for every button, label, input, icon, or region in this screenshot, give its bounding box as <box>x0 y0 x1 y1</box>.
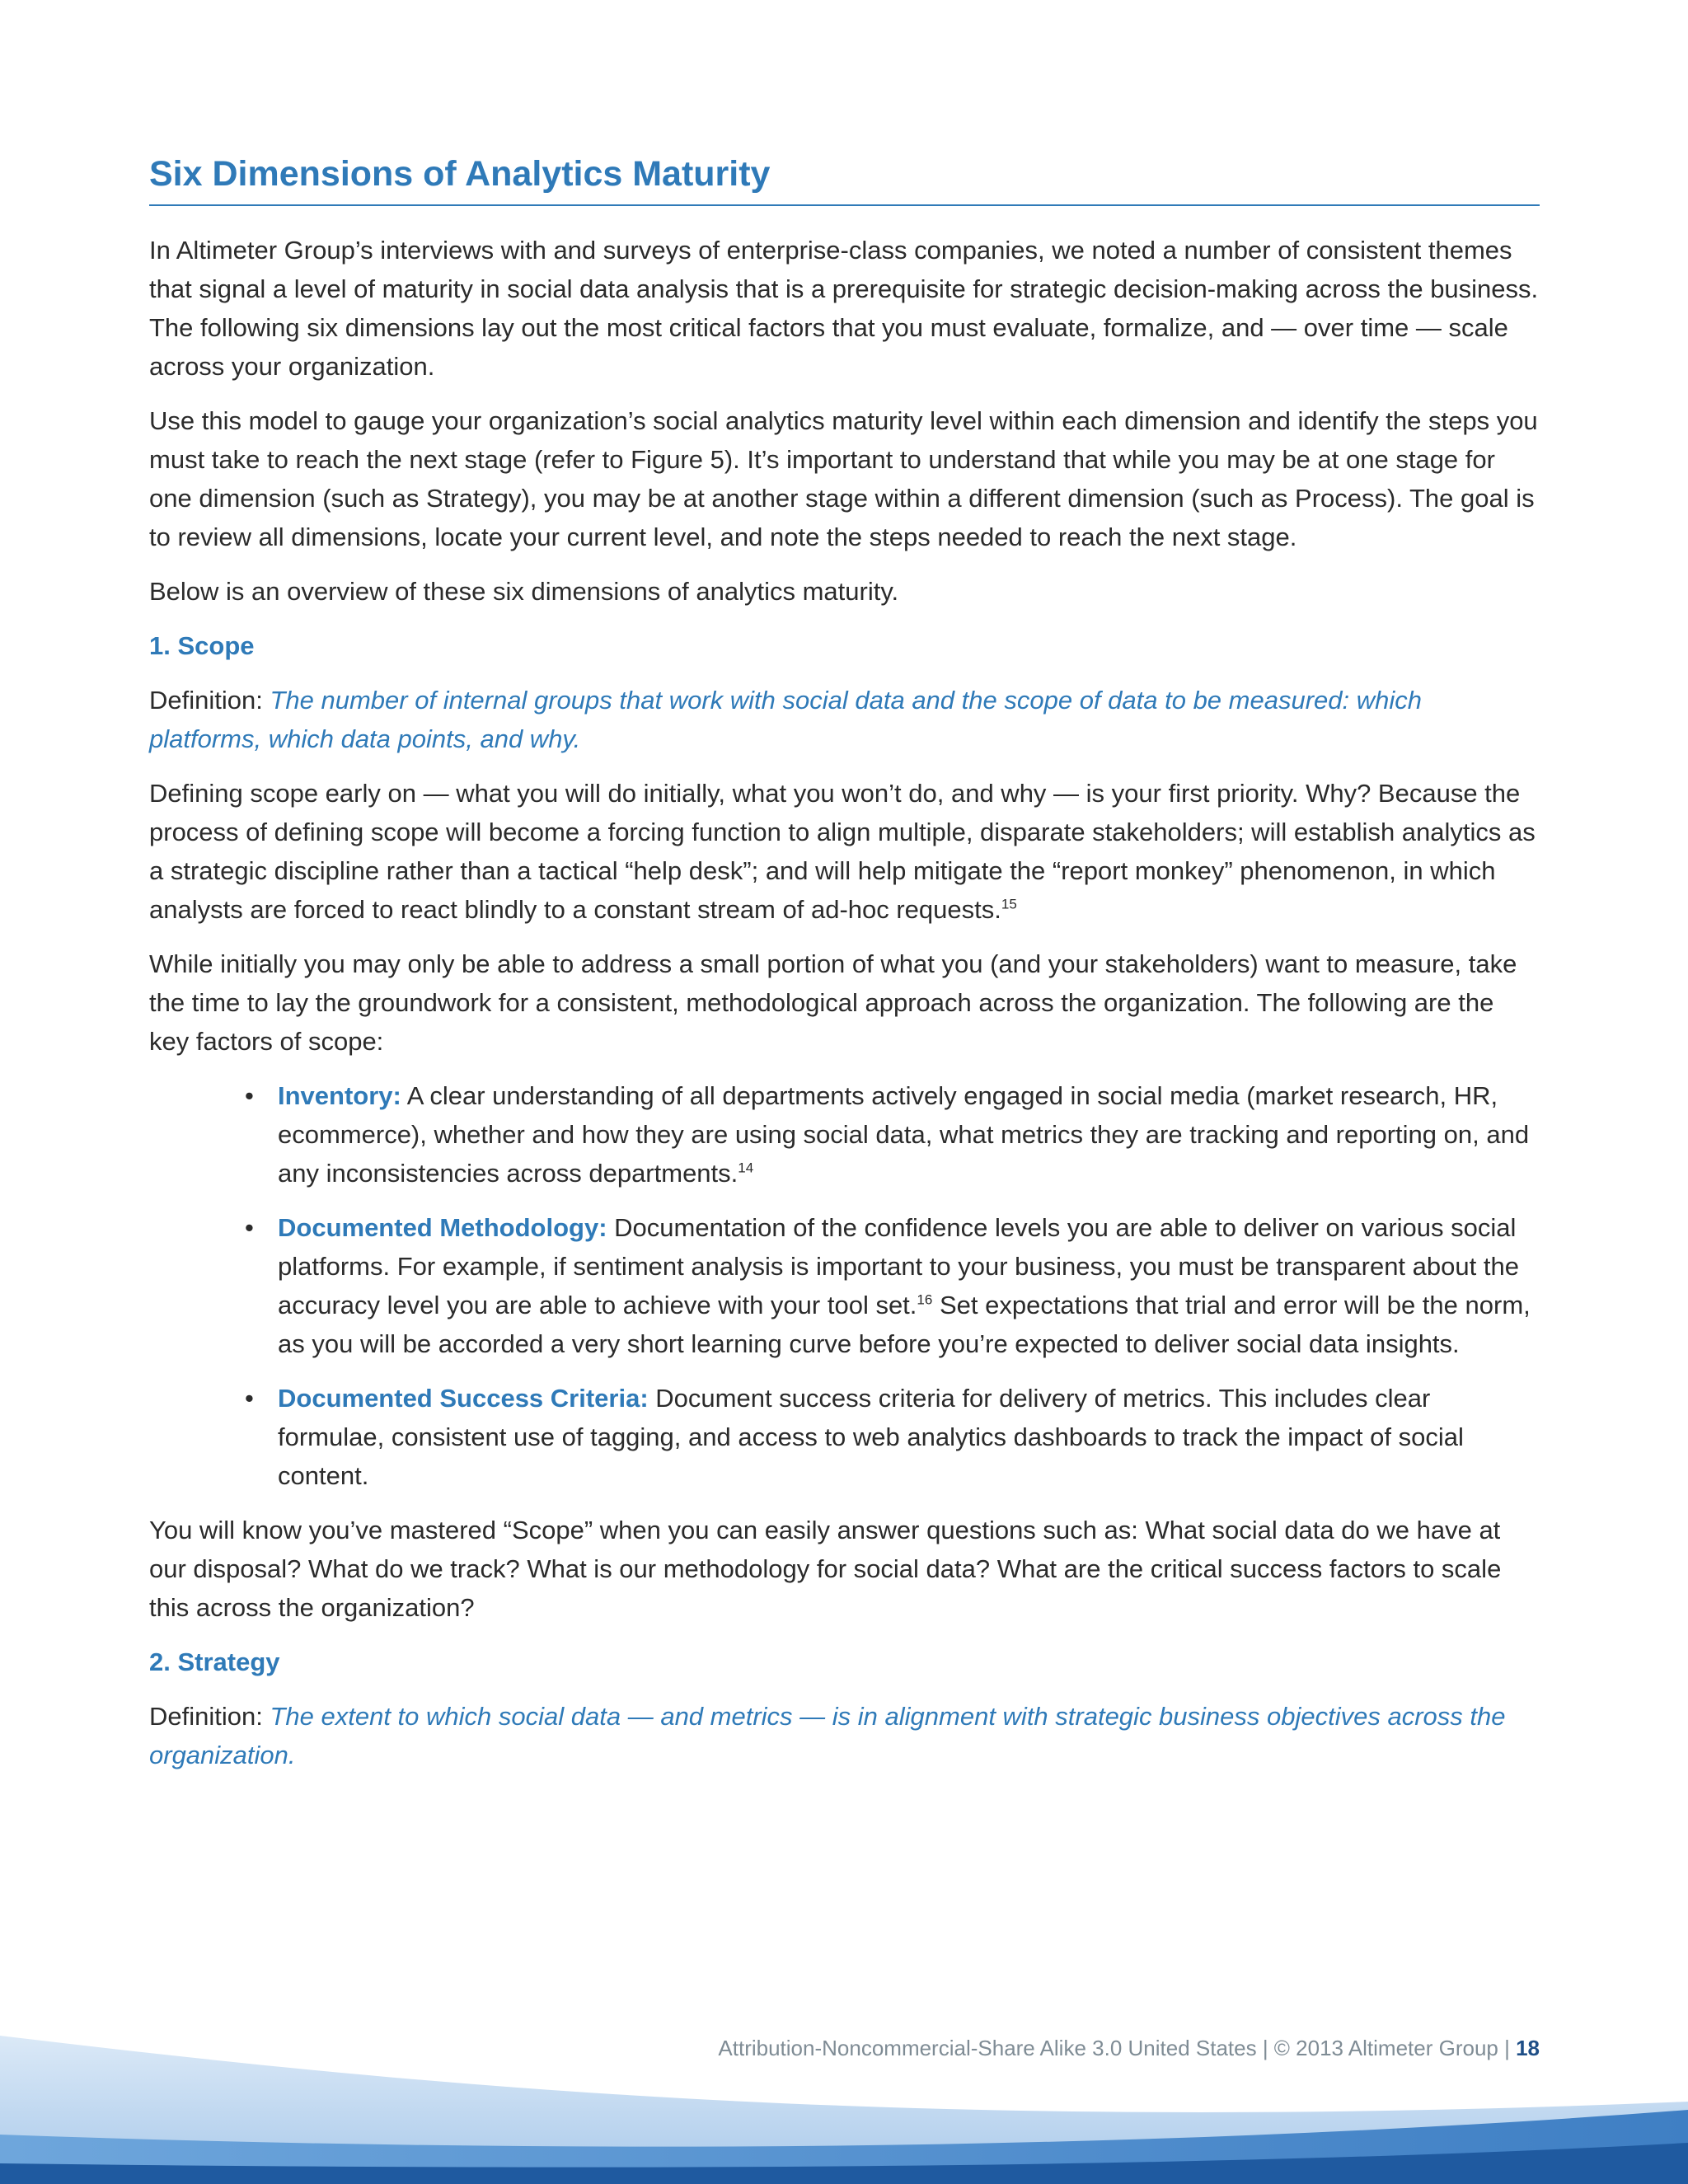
factor-term: Inventory: <box>278 1081 401 1110</box>
factor-text-after: Set expectations that trial and error will be the norm, as you will be accorded a very short learning curve before you’re expected to deliver social data insights. <box>278 1291 1531 1358</box>
footnote-ref: 15 <box>1001 896 1017 912</box>
footnote-ref: 14 <box>738 1160 754 1176</box>
bullet-icon: • <box>245 1384 254 1413</box>
strategy-definition-text: The extent to which social data — and metrics — is in alignment with strategic business objectives across the organization. <box>149 1702 1506 1769</box>
strategy-definition <box>149 1697 1540 1774</box>
page-title: Six Dimensions of Analytics Maturity <box>149 150 1540 206</box>
intro-paragraph-3: Below is an overview of these six dimensions of analytics maturity. <box>149 577 899 606</box>
factor-term: Documented Methodology: <box>278 1213 607 1242</box>
list-item <box>149 1076 1540 1193</box>
factor-text: Documentation of the confidence levels you are able to deliver on various social platforms. For example, if sentiment analysis is important to your business, you must be transparent about the accuracy level you are able to achieve with your tool set. <box>278 1213 1519 1319</box>
factor-text: Document success criteria for delivery of metrics. This includes clear formulae, consistent use of tagging, and access to web analytics dashboards to track the impact of social content. <box>278 1384 1464 1490</box>
definition-label: Definition: <box>149 686 270 715</box>
footer <box>718 2034 1540 2062</box>
footer-license-text: Attribution-Noncommercial-Share Alike 3.0 United States | © 2013 Altimeter Group | <box>718 2036 1517 2060</box>
page-content <box>149 150 1540 1774</box>
section-heading-scope: 1. Scope <box>149 631 255 660</box>
scope-paragraph-1 <box>149 774 1540 929</box>
bullet-icon: • <box>245 1081 254 1110</box>
factor-text: A clear understanding of all departments actively engaged in social media (market research, HR, ecommerce), whether and how they are using social data, what metrics they are tracking and reporting on, and any inconsistencies across departments. <box>278 1081 1530 1188</box>
section-heading-strategy: 2. Strategy <box>149 1647 280 1676</box>
footnote-ref: 16 <box>917 1291 933 1308</box>
page-number: 18 <box>1516 2036 1540 2060</box>
scope-factors-list <box>149 1076 1540 1495</box>
intro-paragraph-2: Use this model to gauge your organization’s social analytics maturity level within each dimension and identify the steps you must take to reach the next stage (refer to Figure 5). It’s important to understand that while you may be at one stage for one dimension (such as Strategy), you may be at another stage within a different dimension (such as Process). The goal is to review all dimensions, locate your current level, and note the steps needed to reach the next stage. <box>149 406 1538 551</box>
list-item <box>149 1208 1540 1363</box>
list-item <box>149 1379 1540 1495</box>
intro-paragraph-1: In Altimeter Group’s interviews with and surveys of enterprise-class companies, we noted a number of consistent themes that signal a level of maturity in social data analysis that is a prerequisite for strategic decision-making across the business. The following six dimensions lay out the most critical factors that you must evaluate, formalize, and — over time — scale across your organization. <box>149 236 1539 381</box>
scope-mastery-paragraph: You will know you’ve mastered “Scope” when you can easily answer questions such as: What social data do we have at our disposal? What do we track? What is our methodology for social data? What are the critical success factors to scale this across the organization? <box>149 1516 1502 1622</box>
scope-definition <box>149 681 1540 758</box>
scope-paragraph-1-text: Defining scope early on — what you will do initially, what you won’t do, and why — is your first priority. Why? Because the process of defining scope will become a forcing function to align multiple, disparate stakeholders; will establish analytics as a strategic discipline rather than a tactical “help desk”; and will help mitigate the “report monkey” phenomenon, in which analysts are forced to react blindly to a constant stream of ad-hoc requests. <box>149 779 1536 924</box>
factor-term: Documented Success Criteria: <box>278 1384 649 1413</box>
definition-label: Definition: <box>149 1702 270 1731</box>
bullet-icon: • <box>245 1213 254 1242</box>
scope-definition-text: The number of internal groups that work with social data and the scope of data to be measured: which platforms, which data points, and why. <box>149 686 1422 753</box>
scope-paragraph-2: While initially you may only be able to address a small portion of what you (and your stakeholders) want to measure, take the time to lay the groundwork for a consistent, methodological approach across the organization. The following are the key factors of scope: <box>149 949 1517 1056</box>
